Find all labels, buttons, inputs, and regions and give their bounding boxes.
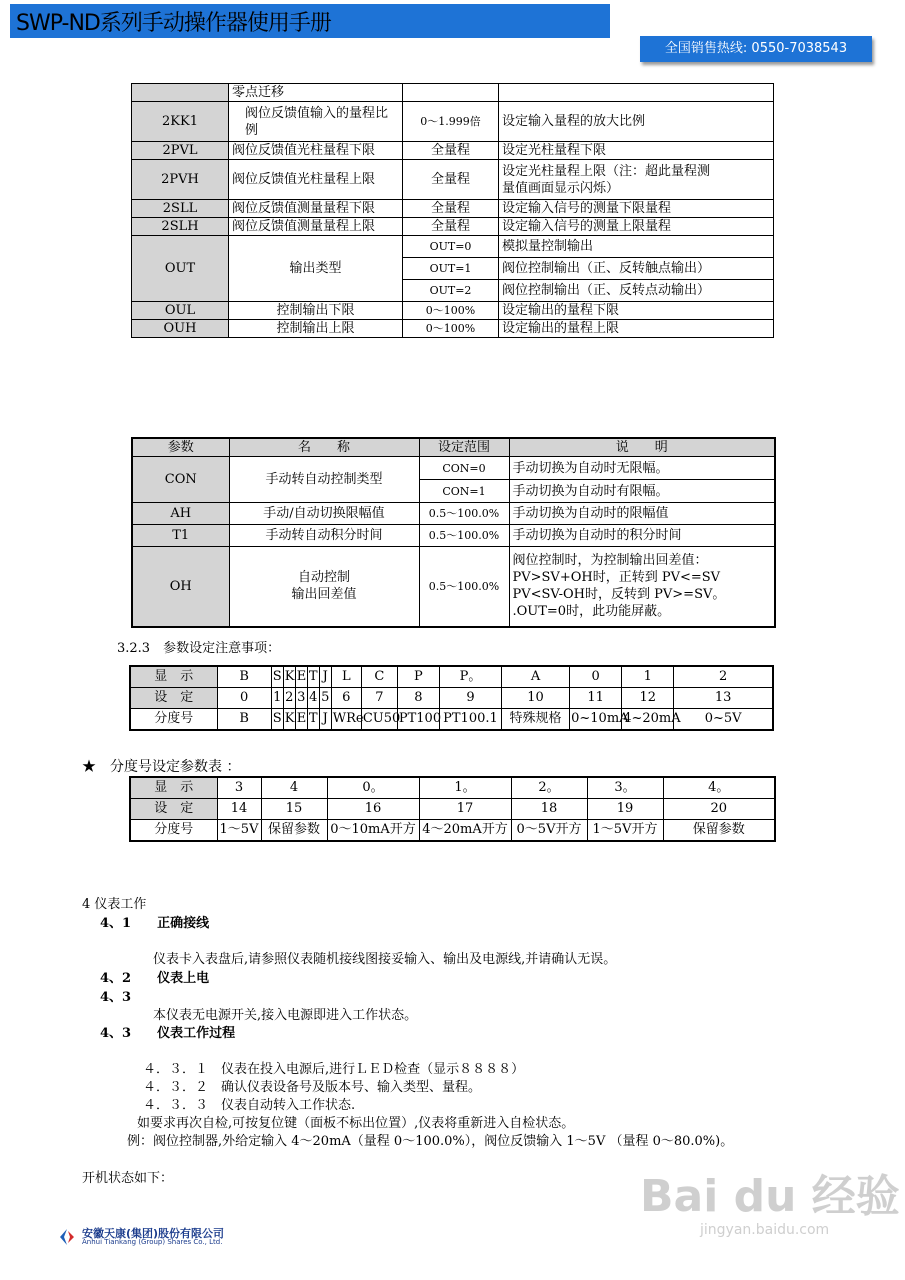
table-cell: 阀位反馈值光柱量程上限 — [229, 160, 403, 200]
watermark-url: jingyan.baidu.com — [700, 1222, 830, 1238]
example-text: 例：阀位控制器,外给定输入 4～20mA（量程 0～100.0%），阀位反馈输入 1～5V （量程 0～80.0%)。 — [127, 1134, 734, 1149]
column-header: 说 明 — [509, 438, 775, 457]
column-header: 名 称 — [229, 438, 419, 457]
table-cell: 0.5～100.0% — [419, 503, 509, 525]
scale-table-caption: ★ 分度号设定参数表 ： — [82, 759, 241, 775]
table-row — [132, 102, 774, 142]
table-cell: 控制输出上限 — [229, 320, 403, 338]
table-cell: 9 — [439, 688, 501, 709]
table-cell: 15 — [261, 799, 327, 820]
document-title: SWP-ND系列手动操作器使用手册 — [16, 11, 331, 36]
table-row — [132, 547, 775, 627]
table-cell: 设定光柱量程下限 — [499, 142, 774, 160]
table-row — [132, 142, 774, 160]
table-cell: B — [217, 709, 271, 731]
table-row — [132, 320, 774, 338]
table-cell: 0～100% — [403, 320, 499, 338]
table-cell: 20 — [663, 799, 775, 820]
row-header: 分度号 — [130, 820, 217, 842]
table-cell: OUL — [132, 302, 229, 320]
table-header-row — [132, 438, 775, 457]
desc-line: PV>SV+OH时，正转到 PV<=SV — [512, 570, 721, 586]
table-cell: PT100.1 — [439, 709, 501, 731]
table-cell: 1～5V — [217, 820, 261, 842]
paragraph: 本仪表无电源开关,接入电源即进入工作状态。 — [153, 1008, 418, 1023]
table-cell: 阀位反馈值测量量程下限 — [229, 200, 403, 218]
table-cell: E — [295, 709, 307, 731]
table-cell: 全量程 — [403, 142, 499, 160]
table-cell: 2。 — [511, 777, 587, 799]
table-cell: 8 — [397, 688, 439, 709]
table-cell: 特殊规格 — [502, 709, 570, 731]
table-cell: 0~5V — [674, 709, 773, 731]
table-cell: 2PVH — [132, 160, 229, 200]
table-cell: 阀位反馈值输入的量程比例 — [229, 102, 403, 142]
row-header: 设 定 — [130, 688, 217, 709]
table-cell: T — [307, 709, 319, 731]
table-cell: 4～20mA开方 — [419, 820, 511, 842]
desc-line: 阀位控制时，为控制输出回差值： — [512, 553, 708, 569]
table-cell — [132, 84, 229, 102]
table-cell: 输出类型 — [229, 236, 403, 302]
table-cell: 3 — [217, 777, 261, 799]
table-cell: 1 — [271, 688, 283, 709]
table-cell: 10 — [502, 688, 570, 709]
table-cell: CON=1 — [419, 480, 509, 503]
table-cell: J — [319, 666, 331, 688]
table-cell: 4 — [307, 688, 319, 709]
table-cell: 17 — [419, 799, 511, 820]
desc-line: PV<SV-OH时，反转到 PV>=SV。 — [512, 587, 726, 603]
paragraph: 仪表卡入表盘后,请参照仪表随机接线图接妥输入、输出及电源线,并请确认无误。 — [153, 952, 617, 967]
table-cell: 阀位反馈值测量量程上限 — [229, 218, 403, 236]
table-cell: 13 — [674, 688, 773, 709]
table-cell: 5 — [319, 688, 331, 709]
parameter-table-1 — [131, 83, 774, 338]
table-row — [132, 525, 775, 547]
table-cell: 设定输入量程的放大比例 — [499, 102, 774, 142]
table-cell — [499, 84, 774, 102]
list-item: ４．３．２ 确认仪表设备号及版本号、输入类型、量程。 — [143, 1080, 482, 1095]
table-cell: C — [361, 666, 397, 688]
table-row — [130, 709, 773, 731]
watermark-logo: Bai du 经验 — [640, 1171, 900, 1222]
table-row — [130, 666, 773, 688]
table-cell: 1。 — [419, 777, 511, 799]
table-cell: OH — [132, 547, 229, 627]
table-cell: 手动切换为自动时有限幅。 — [509, 480, 775, 503]
table-cell: 阀位控制输出（正、反转点动输出） — [499, 280, 774, 302]
table-cell: 设定输入信号的测量下限量程 — [499, 200, 774, 218]
paragraph: 开机状态如下： — [82, 1171, 174, 1186]
table-row — [130, 688, 773, 709]
section-heading-4-2: 4、2 仪表上电 — [100, 971, 210, 986]
table-cell: 手动切换为自动时的限幅值 — [509, 503, 775, 525]
table-cell: 全量程 — [403, 218, 499, 236]
table-cell: 11 — [570, 688, 622, 709]
name-line: 输出回差值 — [291, 587, 357, 603]
table-cell: 0～100% — [403, 302, 499, 320]
table-cell: S — [271, 666, 283, 688]
table-cell: WRe — [331, 709, 361, 731]
table-cell: 2 — [674, 666, 773, 688]
row-header: 设 定 — [130, 799, 217, 820]
row-header: 分度号 — [130, 709, 217, 731]
table-cell: J — [319, 709, 331, 731]
scale-code-table — [129, 665, 774, 731]
table-row — [132, 236, 774, 258]
table-cell: 0～1.999倍 — [403, 102, 499, 142]
sales-hotline: 全国销售热线: 0550-7038543 — [640, 36, 872, 62]
table-cell: 3 — [295, 688, 307, 709]
table-cell — [509, 547, 775, 627]
table-cell: 1 — [622, 666, 674, 688]
company-name-cn: 安徽天康(集团)股份有限公司 — [82, 1227, 225, 1240]
table-cell: 0～5V开方 — [511, 820, 587, 842]
table-cell: CU50 — [361, 709, 397, 731]
parameter-table-2 — [131, 437, 776, 628]
table-cell: 18 — [511, 799, 587, 820]
table-cell: 全量程 — [403, 160, 499, 200]
table-cell: 12 — [622, 688, 674, 709]
table-cell: 手动/自动切换限幅值 — [229, 503, 419, 525]
table-cell: P — [397, 666, 439, 688]
table-cell: A — [502, 666, 570, 688]
table-cell: 手动转自动积分时间 — [229, 525, 419, 547]
table-cell: OUT — [132, 236, 229, 302]
table-cell: 0 — [570, 666, 622, 688]
table-cell: 控制输出下限 — [229, 302, 403, 320]
table-cell: L — [331, 666, 361, 688]
paragraph: 如要求再次自检,可按复位键（面板不标出位置）,仪表将重新进入自检状态。 — [137, 1116, 575, 1131]
company-name-en: Anhui Tiankang (Group) Shares Co., Ltd. — [82, 1238, 223, 1246]
table-cell: 16 — [327, 799, 419, 820]
table-cell: 保留参数 — [663, 820, 775, 842]
table-row — [132, 160, 774, 200]
column-header: 参数 — [132, 438, 229, 457]
table-cell: 2SLH — [132, 218, 229, 236]
company-logo-icon — [57, 1227, 77, 1247]
table-cell: 设定输入信号的测量上限量程 — [499, 218, 774, 236]
table-cell: 保留参数 — [261, 820, 327, 842]
table-row — [132, 200, 774, 218]
table-row — [132, 503, 775, 525]
table-row — [130, 820, 775, 842]
column-header: 设定范围 — [419, 438, 509, 457]
table-cell: OUT=1 — [403, 258, 499, 280]
section-heading-4-3: 4、3 — [100, 990, 132, 1005]
name-line: 自动控制 — [297, 570, 350, 586]
table-cell: 设定光柱量程上限（注：超此量程测量值画面显示闪烁） — [499, 160, 774, 200]
table-row — [132, 302, 774, 320]
table-cell: 4~20mA — [622, 709, 674, 731]
table-cell: 7 — [361, 688, 397, 709]
table-row — [130, 799, 775, 820]
table-cell: 2PVL — [132, 142, 229, 160]
table-cell: 模拟量控制输出 — [499, 236, 774, 258]
table-cell: 0～10mA开方 — [327, 820, 419, 842]
table-cell: 设定输出的量程下限 — [499, 302, 774, 320]
table-cell: P。 — [439, 666, 501, 688]
table-cell: 阀位控制输出（正、反转触点输出） — [499, 258, 774, 280]
table-cell: 手动切换为自动时的积分时间 — [509, 525, 775, 547]
table-cell: 手动转自动控制类型 — [229, 457, 419, 503]
section-heading-3-2-3: 3.2.3 参数设定注意事项： — [117, 641, 281, 656]
section-heading-4-1: 4、1 正确接线 — [100, 916, 210, 931]
table-cell: 1～5V开方 — [587, 820, 663, 842]
row-header: 显 示 — [130, 777, 217, 799]
table-cell: 0。 — [327, 777, 419, 799]
table-cell: CON=0 — [419, 457, 509, 480]
section-heading-4-3-process: 4、3 仪表工作过程 — [100, 1026, 236, 1041]
table-row — [132, 457, 775, 480]
table-cell: 0.5～100.0% — [419, 547, 509, 627]
table-cell: 2KK1 — [132, 102, 229, 142]
table-row — [132, 84, 774, 102]
table-cell: 2 — [283, 688, 295, 709]
table-cell: 2SLL — [132, 200, 229, 218]
table-row — [132, 218, 774, 236]
scale-code-table-2 — [129, 776, 776, 842]
table-cell: T1 — [132, 525, 229, 547]
table-cell: OUH — [132, 320, 229, 338]
table-cell: 阀位反馈值光柱量程下限 — [229, 142, 403, 160]
table-cell: B — [217, 666, 271, 688]
table-cell: 零点迁移 — [229, 84, 403, 102]
table-cell: AH — [132, 503, 229, 525]
table-cell: 全量程 — [403, 200, 499, 218]
table-cell: CON — [132, 457, 229, 503]
table-cell: 14 — [217, 799, 261, 820]
table-cell: 0.5～100.0% — [419, 525, 509, 547]
table-cell: T — [307, 666, 319, 688]
table-cell: K — [283, 709, 295, 731]
list-item: ４．３．３ 仪表自动转入工作状态. — [143, 1098, 356, 1113]
table-cell: 3。 — [587, 777, 663, 799]
table-cell: OUT=2 — [403, 280, 499, 302]
table-row — [130, 777, 775, 799]
table-cell: 设定输出的量程上限 — [499, 320, 774, 338]
table-cell: 0 — [217, 688, 271, 709]
table-cell — [403, 84, 499, 102]
table-cell: S — [271, 709, 283, 731]
table-cell: E — [295, 666, 307, 688]
table-cell: 4 — [261, 777, 327, 799]
table-cell: 6 — [331, 688, 361, 709]
table-cell: 0~10mA — [570, 709, 622, 731]
desc-line: .OUT=0时，此功能屏蔽。 — [512, 604, 671, 620]
section-heading-4: 4 仪表工作 — [82, 897, 147, 912]
table-cell: 4。 — [663, 777, 775, 799]
table-cell — [229, 547, 419, 627]
table-cell: OUT=0 — [403, 236, 499, 258]
list-item: ４．３．１ 仪表在投入电源后,进行ＬＥＤ检查（显示８８８８） — [143, 1062, 525, 1077]
row-header: 显 示 — [130, 666, 217, 688]
table-cell: PT100 — [397, 709, 439, 731]
table-cell: K — [283, 666, 295, 688]
table-cell: 手动切换为自动时无限幅。 — [509, 457, 775, 480]
table-cell: 19 — [587, 799, 663, 820]
